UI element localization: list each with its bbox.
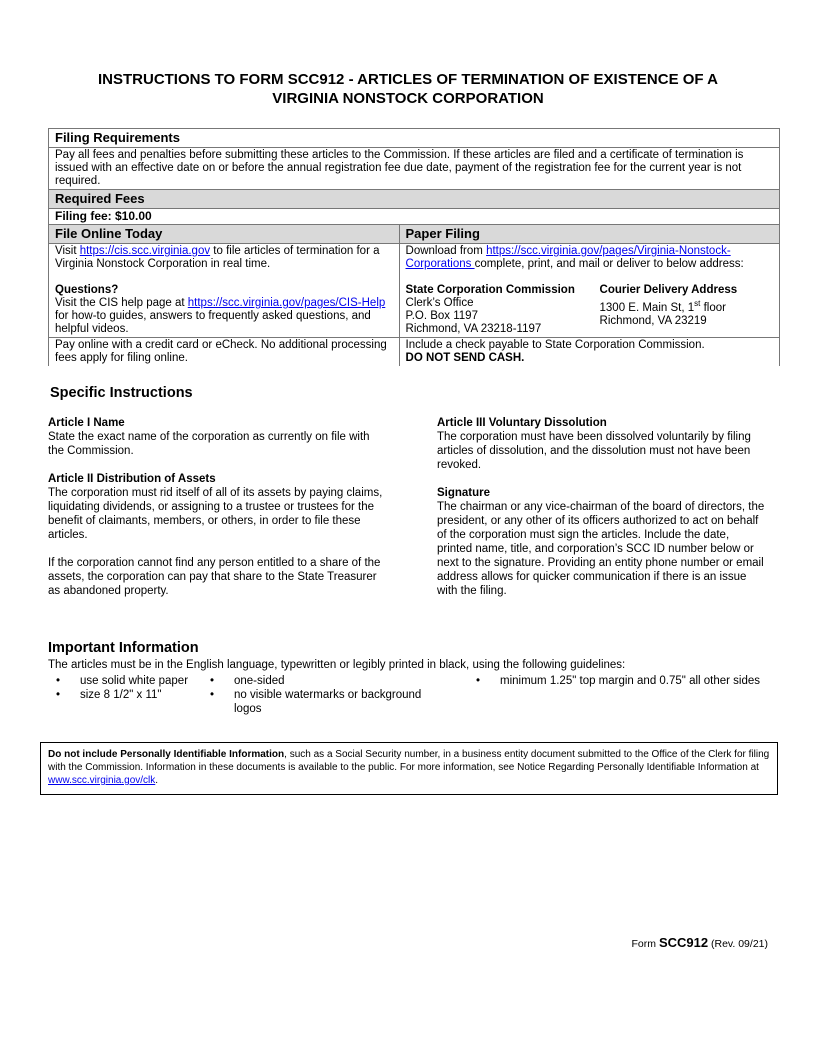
guideline-1: • use solid white paper	[80, 674, 206, 688]
courier-line-1-post: floor	[700, 301, 726, 314]
courier-address	[600, 284, 738, 336]
important-heading: Important Information	[48, 640, 199, 656]
no-cash: DO NOT SEND CASH.	[405, 352, 525, 364]
filing-requirements-heading: Filing Requirements	[49, 129, 779, 148]
nonstock-link[interactable]: https://scc.virginia.gov/pages/Virginia-Nonstock-Corporations	[405, 245, 731, 270]
help-post: for how-to guides, answers to frequently asked questions, and helpful videos.	[55, 310, 371, 335]
paper-payment	[399, 338, 779, 366]
courier-line-1: 1300 E. Main St, 1	[599, 301, 695, 314]
online-visit-post: to file articles of termination for a Virginia Nonstock Corporation in real time.	[55, 245, 380, 270]
paper-heading: Paper Filing	[399, 225, 779, 243]
filing-fee: Filing fee: $10.00	[49, 209, 779, 225]
specific-heading: Specific Instructions	[50, 385, 193, 401]
footer-form-number: SCC912	[658, 935, 709, 950]
mailing-address	[406, 284, 600, 336]
guidelines-col-1	[56, 674, 206, 702]
title-line-1: INSTRUCTIONS TO FORM SCC912 - ARTICLES OF TERMINATION OF EXISTENCE OF A	[97, 71, 719, 88]
article-2-text-2: If the corporation cannot find any person entitled to a share of the assets, the corporation can pay that share to the State Treasurer as abandoned property.	[48, 557, 381, 597]
required-fees-heading: Required Fees	[49, 190, 779, 209]
article-2-text-1: The corporation must rid itself of all of its assets by paying claims, liquidating dividends, or assigning to a trustee or trustees for the benefit of claimants, members, or others, in order to file these articles.	[48, 487, 383, 541]
important-intro: The articles must be in the English language, typewritten or legibly printed in black, using the following guidelines:	[48, 659, 626, 671]
specific-right-column	[437, 416, 767, 612]
specific-left-column	[48, 416, 388, 612]
questions-heading: Questions?	[55, 284, 119, 296]
article-3-heading: Article III Voluntary Dissolution	[437, 417, 607, 429]
article-1-text: State the exact name of the corporation as currently on file with the Commission.	[48, 431, 370, 457]
signature-text: The chairman or any vice-chairman of the board of directors, the president, or any other of its officers authorized to act on behalf of the corporation must sign the articles. Include the date, printed name, title, and corporation’s SCC ID number below or next to the signature. Providing an entity phone number or email address allows for quicker communication if there is an issue with the filing.	[437, 501, 765, 597]
online-cell	[49, 244, 399, 337]
mail-line-3: Richmond, VA 23218-1197	[405, 323, 542, 335]
guideline-4: • no visible watermarks or background logos	[234, 688, 440, 716]
article-3-text: The corporation must have been dissolved voluntarily by filing articles of dissolution, and the dissolution must not have been revoked.	[437, 431, 751, 471]
mail-heading: State Corporation Commission	[405, 284, 575, 296]
cis-link[interactable]: https://cis.scc.virginia.gov	[79, 245, 211, 257]
online-visit-pre: Visit	[55, 245, 80, 257]
article-2-heading: Article II Distribution of Assets	[48, 473, 216, 485]
online-payment: Pay online with a credit card or eCheck. No additional processing fees apply for filing online.	[55, 339, 387, 364]
guidelines-col-2	[210, 674, 440, 716]
guidelines-col-3	[476, 674, 786, 688]
paper-cell	[399, 244, 779, 337]
courier-heading: Courier Delivery Address	[599, 284, 738, 296]
guideline-3: • one-sided	[234, 674, 440, 688]
cis-help-link[interactable]: https://scc.virginia.gov/pages/CIS-Help	[187, 297, 386, 309]
title-line-2: VIRGINIA NONSTOCK CORPORATION	[272, 90, 544, 107]
courier-sup: st	[694, 299, 701, 308]
online-heading: File Online Today	[55, 226, 163, 241]
help-pre: Visit the CIS help page at	[55, 297, 188, 309]
signature-heading: Signature	[437, 487, 491, 499]
filing-table	[48, 128, 780, 366]
form-footer	[632, 935, 768, 950]
guideline-2: • size 8 1/2" x 11"	[80, 688, 206, 702]
pii-end: .	[155, 775, 159, 786]
guideline-5: • minimum 1.25" top margin and 0.75" all other sides	[500, 674, 786, 688]
page-title	[40, 70, 776, 108]
pii-bold: Do not include Personally Identifiable Information	[48, 749, 285, 760]
clerk-link[interactable]: www.scc.virginia.gov/clk	[48, 775, 156, 786]
pii-text: , such as a Social Security number, in a business entity document submitted to the Office of the Clerk for filing with the Commission. Information in these documents is available to the public. For more information, see Notice Regarding Personally Identifiable Information at	[48, 749, 770, 773]
filing-requirements-text: Pay all fees and penalties before submitting these articles to the Commission. If these articles are filed and a certificate of termination is issued with an effective date on or before the annual registration fee due date, payment of the registration fee for the current year is not required.	[49, 148, 779, 190]
courier-line-2: Richmond, VA 23219	[599, 314, 707, 327]
download-pre: Download from	[405, 245, 487, 257]
mail-line-2: P.O. Box 1197	[405, 310, 478, 322]
mail-line-1: Clerk’s Office	[405, 297, 474, 309]
check-note: Include a check payable to State Corporation Commission.	[405, 339, 705, 351]
footer-pre: Form	[631, 938, 659, 950]
article-1-heading: Article I Name	[48, 417, 125, 429]
footer-revision: (Rev. 09/21)	[708, 938, 768, 950]
pii-notice	[40, 742, 778, 795]
download-post: complete, print, and mail or deliver to below address:	[474, 258, 744, 270]
